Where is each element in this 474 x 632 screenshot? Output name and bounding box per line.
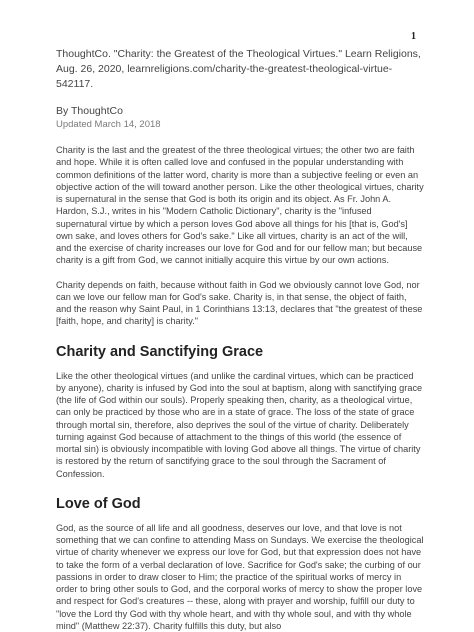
intro-paragraph: Charity is the last and the greatest of the three theological virtues; the other two are faith and hope. While it is often called love and confused in the popular understanding with common definitions of the latter word, charity is more than a subjective feeling or even an objective action of the will toward another person. Like the other theological virtues, charity is supernatural in the sense that God is both its origin and its object. As Fr. John A. Hardon, S.J., writes in his "Modern Catholic Dictionary", charity is the "infused supernatural virtue by which a person loves God above all things for his [that is, God's] own sake, and loves others for God's sake." Like all virtues, charity is an act of the will, and the exercise of charity increases our love for God and for our fellow man; but because charity is a gift from God, we cannot initially acquire this virtue by our own actions. [56, 145, 424, 266]
section-paragraph: Like the other theological virtues (and unlike the cardinal virtues, which can be practiced by anyone), charity is infused by God into the soul at baptism, along with sanctifying grace (the life of God within our souls). Properly speaking then, charity, as a theological virtue, can only be practiced by those who are in a state of grace. The loss of the state of grace through mortal sin, therefore, also deprives the soul of the virtue of charity. Deliberately turning against God because of attachment to the things of this world (the essence of mortal sin) is obviously incompatible with loving God above all things. The virtue of charity is restored by the return of sanctifying grace to the soul through the Sacrament of Confession. [56, 370, 423, 479]
intro-paragraph: Charity depends on faith, because without faith in God we obviously cannot love God, nor can we love our fellow man for God's sake. Charity is, in that sense, the object of faith, and the reason why Saint Paul, in 1 Corinthians 13:13, declares that "the greatest of these [faith, hope, and charity] is charity." [56, 279, 423, 327]
byline: By ThoughtCo [56, 105, 123, 117]
updated-date: Updated March 14, 2018 [56, 119, 161, 130]
intro-section [56, 144, 424, 328]
section-paragraph: God, as the source of all life and all goodness, deserves our love, and that love is not something that we can confine to attending Mass on Sundays. We exercise the theological virtue of charity whenever we express our love for God, but that expression does not have to take the form of a verbal declaration of love. Sacrifice for God's sake; the curbing of our passions in order to draw closer to Him; the practice of the spiritual works of mercy in order to bring other souls to God, and the corporal works of mercy to show the proper love and respect for God's creatures -- these, along with prayer and worship, fulfill our duty to "love the Lord thy God with thy whole heart, and with thy whole soul, and with thy whole mind" (Matthew 22:37). Charity fulfills this duty, but also [56, 522, 424, 631]
section-heading: Love of God [56, 495, 141, 512]
citation: ThoughtCo. "Charity: the Greatest of the Theological Virtues." Learn Religions, Aug. 26, 2020, learnreligions.com/charity-the-greatest-theological-virtue-542117. [56, 48, 421, 90]
page-number: 1 [411, 31, 416, 42]
article-body [56, 47, 424, 632]
section-heading: Charity and Sanctifying Grace [56, 343, 264, 360]
